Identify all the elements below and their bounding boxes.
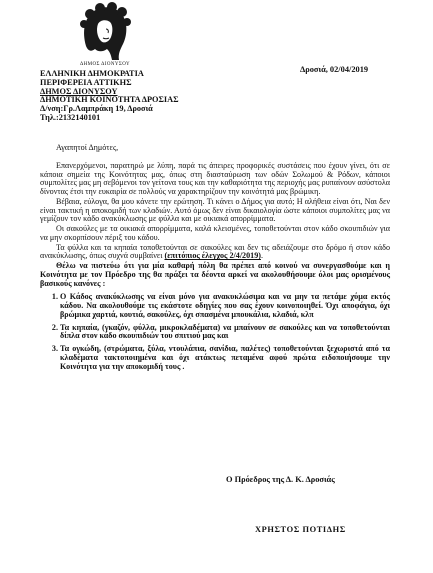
letterhead-region: ΠΕΡΙΦΕΡΕΙΑ ΑΤΤΙΚΗΣ bbox=[40, 77, 132, 87]
letterhead bbox=[40, 70, 179, 123]
paragraph-3: Οι σακούλες με τα οικιακά απορρίμματα, καλά κλεισμένες, τοποθετούνται στον κάδο σκουπιδιών για να μην σκορπίσουν πέριξ του κάδου. bbox=[40, 224, 390, 242]
letterhead-country: ΕΛΛΗΝΙΚΗ ΔΗΜΟΚΡΑΤΙΑ bbox=[40, 69, 144, 78]
letterhead-municipality: ΔΗΜΟΣ ΔΙΟΝΥΣΟΥ bbox=[40, 86, 118, 96]
letter-body bbox=[40, 144, 390, 375]
rule-item: 1. Ο Κάδος ανακύκλωσης να είναι μόνο για ανακυκλώσιμα και να μην τα πετάμε χύμα εκτός κάδου. Να ακολουθούμε τις εκάστοτε οδηγίες που σας έχουν κοινοποιηθεί. Όχι αποφάγια, όχι βρώμικα χαρτιά, κουτιά, σακούλες, όχι σπασμένα μπουκάλια, κλαδιά, κλπ bbox=[60, 293, 390, 319]
logo-caption: ΔΗΜΟΣ ΔΙΟΝΥΣΟΥ bbox=[80, 62, 130, 67]
dionysus-head-logo-icon bbox=[76, 2, 132, 66]
greeting: Αγαπητοί Δημότες, bbox=[56, 143, 119, 152]
letterhead-address: Δ/νση:Γρ.Λαμπράκη 19, Δροσιά bbox=[40, 104, 153, 114]
inspection-note: (επιτόπιος έλεγχος 2/4/2019) bbox=[164, 251, 261, 261]
letterhead-community: ΔΗΜΟΤΙΚΗ ΚΟΙΝΟΤΗΤΑ ΔΡΟΣΙΑΣ bbox=[40, 95, 179, 105]
rule-item: 2. Τα κηπαία, (γκαζόν, φύλλα, μικροκλαδέματα) να μπαίνουν σε σακούλες και να τοποθετούνται δίπλα στον κάδο σκουπιδιών του σπιτιού μας και bbox=[60, 324, 390, 342]
letterhead-phone: Τηλ.:2132140101 bbox=[40, 112, 101, 122]
rules-list bbox=[40, 293, 390, 371]
document-date: Δροσιά, 02/04/2019 bbox=[300, 65, 369, 74]
paragraph-4-text: Τα φύλλα και τα κηπαία τοποθετούνται σε σακούλες και δεν τις αδειάζουμε στο δρόμο ή στον κάδο ανακύκλωσης, όπως συχνά συμβαίνει bbox=[40, 242, 390, 261]
paragraph-4 bbox=[40, 244, 390, 262]
paragraph-2: Βέβαια, εύλογα, θα μου κάνετε την ερώτηση. Τι κάνει ο Δήμος για αυτό; Η αλήθεια είναι ότι, Ναι δεν είναι τακτική η αποκομιδή των κλαδιών. Αυτό όμως δεν είναι δικαιολογία ώστε κάποιοι συμπολίτες μας να γεμίζουν τον κάδο ανακύκλωσης με φύλλα και με οικιακά απορρίμματα. bbox=[40, 196, 390, 224]
signature-title: Ο Πρόεδρος της Δ. Κ. Δροσιάς bbox=[226, 475, 335, 484]
paragraph-4-tail: . bbox=[260, 251, 263, 261]
bold-paragraph: Θέλω να πιστεύω ότι για μία καθαρή πόλη θα πρέπει από κοινού να συνεργασθούμε και η Κοινότητα με τον Πρόεδρο της θα πράξει τα δέοντα αρκεί να ακολουθήσουμε όλοι μας ορισμένους βασικούς κανόνες : bbox=[40, 261, 390, 288]
paragraph-1: Επανερχόμενοι, παρατηρώ με λύπη, παρά τις άπειρες προφορικές συστάσεις που έχουν γίνει, ότι σε κάποια σημεία της Κοινότητας μας, όπως στη διασταύρωση των οδών Σολωμού & Ρόδων, κάποιοι συμπολίτες μας μη σεβόμενοι τον γείτονα τους και την καθαριότητα της περιοχής μας ρυπαίνουν ασύστολα δίνοντας έτσι την ευκαιρία σε πολλούς να χαρακτηρίζουν την κοινότητά μας βρώμικη. bbox=[40, 160, 390, 196]
rule-item: 3. Τα ογκώδη, (στρώματα, ξύλα, ντουλάπια, σανίδια, παλέτες) τοποθετούνται ξεχωριστά από τα κλαδέματα τακτοποιημένα και όχι ατάκτως πεταμένα αφού πρώτα ειδοποιήσουμε την Κοινότητα για την αποκομιδή τους . bbox=[60, 345, 390, 371]
municipality-logo bbox=[76, 2, 132, 66]
signature-name: ΧΡΗΣΤΟΣ ΠΟΤΙΔΗΣ bbox=[255, 525, 346, 534]
